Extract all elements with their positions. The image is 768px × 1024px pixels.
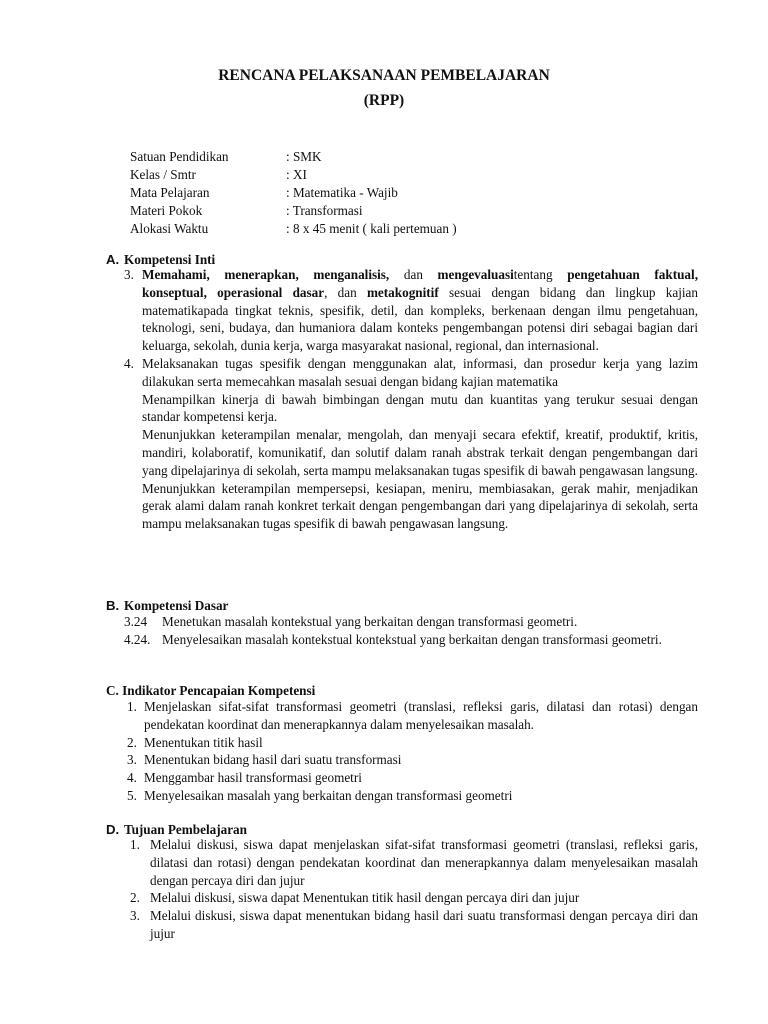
list-item xyxy=(127,769,698,787)
item-text: Menyelesaikan masalah yang berkaitan dengan transformasi geometri xyxy=(144,787,513,803)
bold-text: pengetahuan faktual, konseptual, operasional dasar xyxy=(142,267,698,300)
section-letter: D. xyxy=(106,822,120,837)
list-item xyxy=(124,631,698,649)
document-subtitle: (RPP) xyxy=(363,92,405,109)
text: , dan xyxy=(324,284,367,300)
item-paragraph: Melaksanakan tugas spesifik dengan menggunakan alat, informasi, dan prosedur kerja yang lazim dilakukan serta memecahkan masalah sesuai dengan bidang kajian matematika xyxy=(142,355,698,389)
info-label: Mata Pelajaran xyxy=(130,185,210,200)
text: dan xyxy=(389,267,438,282)
info-value: : 8 x 45 menit ( kali pertemuan ) xyxy=(286,221,457,236)
text: sesuai dengan bidang dan lingkup kajian matematikapada tingkat teknis, spesifik, detil, dan kompleks, berkenaan dengan ilmu pengetahuan, teknologi, seni, budaya, dan humaniora dalam konteks pengembangan potensi diri sebagai bagian dari keluarga, sekolah, dunia kerja, warga masyarakat nasional, regional, dan internasional. xyxy=(142,284,698,354)
item-paragraph: Menunjukkan keterampilan mempersepsi, kesiapan, meniru, membiasakan, gerak mahir, menjadikan gerak alami dalam ranah konkret terkait dengan pengembangan dari yang dipelajarinya di sekolah, serta mampu melaksanakan tugas spesifik di bawah pengawasan langsung. xyxy=(142,480,698,532)
section-title: Kompetensi Dasar xyxy=(124,598,229,613)
item-paragraph: Menampilkan kinerja di bawah bimbingan dengan mutu dan kuantitas yang terukur sesuai dengan standar kompetensi kerja. xyxy=(142,391,698,425)
info-row xyxy=(130,184,457,202)
item-text: Menyelesaikan masalah kontekstual kontekstual yang berkaitan dengan transformasi geometri. xyxy=(162,631,662,647)
item-text: Melalui diskusi, siswa dapat menentukan bidang hasil dari suatu transformasi dengan percaya diri dan jujur xyxy=(150,908,698,941)
section-b-list xyxy=(124,613,698,649)
list-item xyxy=(127,734,698,752)
list-item xyxy=(124,266,698,355)
section-title: Kompetensi Inti xyxy=(124,252,216,267)
list-item xyxy=(127,698,698,734)
info-label: Kelas / Smtr xyxy=(130,167,196,182)
info-row xyxy=(130,166,457,184)
list-item xyxy=(127,751,698,769)
list-item xyxy=(130,889,698,907)
item-number: 3. xyxy=(124,267,134,282)
item-number: 4.24. xyxy=(124,631,151,647)
section-d-list xyxy=(130,836,698,943)
item-number: 1. xyxy=(130,837,140,852)
bold-text: Memahami, menerapkan, menganalisis, xyxy=(142,267,390,282)
bold-text: mengevaluasi xyxy=(437,267,514,282)
item-text: Menggambar hasil transformasi geometri xyxy=(144,770,362,786)
bold-text: metakognitif xyxy=(366,284,439,300)
item-text: Menentukan bidang hasil dari suatu transformasi xyxy=(144,752,402,768)
item-number: 4. xyxy=(124,355,134,371)
item-number: 1. xyxy=(127,699,137,714)
list-item xyxy=(130,907,698,943)
item-number: 2. xyxy=(130,890,140,906)
list-item xyxy=(127,787,698,805)
item-text xyxy=(142,266,698,355)
item-text: Melalui diskusi, siswa dapat Menentukan titik hasil dengan percaya diri dan jujur xyxy=(150,890,580,906)
section-title: C. Indikator Pencapaian Kompetensi xyxy=(106,683,316,698)
info-value: : SMK xyxy=(286,149,322,164)
item-paragraph: Menunjukkan keterampilan menalar, mengolah, dan menyaji secara efektif, kreatif, produktif, kritis, mandiri, kolaboratif, komunikatif, dan solutif dalam ranah abstrak terkait dengan pengembangan dari yang dipelajarinya di sekolah, serta mampu melaksanakan tugas spesifik di bawah pengawasan langsung. xyxy=(142,427,698,478)
list-item xyxy=(124,355,698,533)
item-number: 4. xyxy=(127,770,137,786)
info-value: : Matematika - Wajib xyxy=(286,185,398,200)
list-item xyxy=(130,836,698,889)
identity-table xyxy=(130,148,457,238)
section-b-heading xyxy=(106,597,228,614)
item-text: Menjelaskan sifat-sifat transformasi geometri (translasi, refleksi garis, dilatasi dan rotasi) dengan pendekatan koordinat dan menerapkannya dalam menyelesaikan masalah. xyxy=(144,699,698,732)
item-number: 3.24 xyxy=(124,614,148,629)
section-letter: A. xyxy=(106,252,120,267)
item-number: 2. xyxy=(127,734,137,750)
document-title: RENCANA PELAKSANAAN PEMBELAJARAN xyxy=(218,67,550,84)
item-text: Menetukan masalah kontekstual yang berkaitan dengan transformasi geometri. xyxy=(162,614,578,629)
info-label: Alokasi Waktu xyxy=(130,221,209,236)
info-row xyxy=(130,148,457,166)
list-item xyxy=(124,613,698,631)
info-label: Satuan Pendidikan xyxy=(130,149,229,164)
info-label: Materi Pokok xyxy=(130,203,203,218)
section-c-heading xyxy=(106,682,315,699)
info-value: : Transformasi xyxy=(286,203,363,218)
section-letter: B. xyxy=(106,598,120,613)
section-title: Tujuan Pembelajaran xyxy=(124,822,247,837)
item-number: 3. xyxy=(130,908,140,924)
text: tentang xyxy=(513,267,568,282)
item-text: Melalui diskusi, siswa dapat menjelaskan sifat-sifat transformasi geometri (translasi, refleksi garis, dilatasi dan rotasi) dengan pendekatan koordinat dan menerapkannya dalam menyelesaikan masalah dengan percaya diri dan jujur xyxy=(150,837,698,888)
item-text: Menentukan titik hasil xyxy=(144,734,263,750)
item-number: 5. xyxy=(127,787,137,803)
section-a-list xyxy=(124,266,698,533)
item-number: 3. xyxy=(127,752,137,768)
section-c-list xyxy=(127,698,698,805)
info-row xyxy=(130,202,457,220)
info-value: : XI xyxy=(286,167,307,182)
info-row xyxy=(130,220,457,238)
